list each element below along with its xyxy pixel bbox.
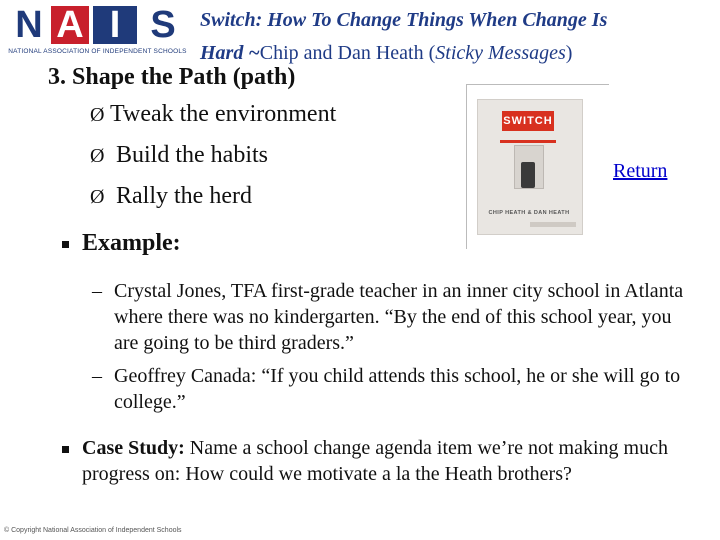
path-point-text: Build the habits [110,142,268,168]
nais-logo [5,4,190,62]
logo-letter-n: N [15,4,43,46]
section-heading: 3. Shape the Path (path) [48,64,296,90]
title-sticky-messages: Sticky Messages [435,42,566,64]
return-link[interactable]: Return [613,160,668,182]
example-label: Example: [82,230,181,256]
book-title-banner: SWITCH [502,111,554,131]
square-bullet-icon [62,446,69,453]
path-point-text: Tweak the environment [110,101,337,127]
example-item-geoffrey-canada [92,363,700,415]
title-hard: Hard ~ [200,42,260,64]
logo-letter-s: S [150,4,176,46]
logo-letter-i: I [109,4,121,46]
dash-bullet-icon: – [92,365,102,387]
example-item-text: Geoffrey Canada: “If you child attends this school, he or she will go to college.” [114,365,681,413]
slide-title-line-1: Switch: How To Change Things When Change Is [200,9,608,31]
copyright-footer: © Copyright National Association of Independent Schools [4,527,182,534]
slide-title-line-2 [200,42,572,64]
book-subtitle-stripe [500,140,556,143]
case-study-label: Case Study: [82,437,185,459]
arrow-bullet-icon: Ø [90,104,105,126]
title-authors: Chip and Dan Heath ( [259,42,436,64]
logo-caption: NATIONAL ASSOCIATION OF INDEPENDENT SCHOOLS [8,48,187,55]
square-bullet-icon [62,241,69,248]
path-point-habits [90,141,268,170]
example-item-text: Crystal Jones, TFA first-grade teacher in an inner city school in Atlanta where there was no kindergarten. “By the end of this school year, you are going to be third graders.” [114,280,684,354]
path-point-tweak [90,100,336,129]
path-point-text: Rally the herd [110,183,252,209]
book-footer-stripe [530,222,576,227]
example-item-crystal-jones [92,278,700,356]
logo-i-block [93,6,137,44]
case-study-text: Name a school change agenda item we’re not making much progress on: How could we motivate a la the Heath brothers? [82,437,668,485]
logo-a-block [51,6,89,44]
dash-bullet-icon: – [92,280,102,302]
light-switch-lever-icon [521,162,535,188]
path-point-herd [90,182,252,211]
book-authors: CHIP HEATH & DAN HEATH [488,210,570,216]
arrow-bullet-icon: Ø [90,145,105,167]
title-close-paren: ) [565,42,573,64]
logo-letter-a: A [56,4,84,46]
arrow-bullet-icon: Ø [90,186,105,208]
case-study-paragraph [82,435,702,487]
